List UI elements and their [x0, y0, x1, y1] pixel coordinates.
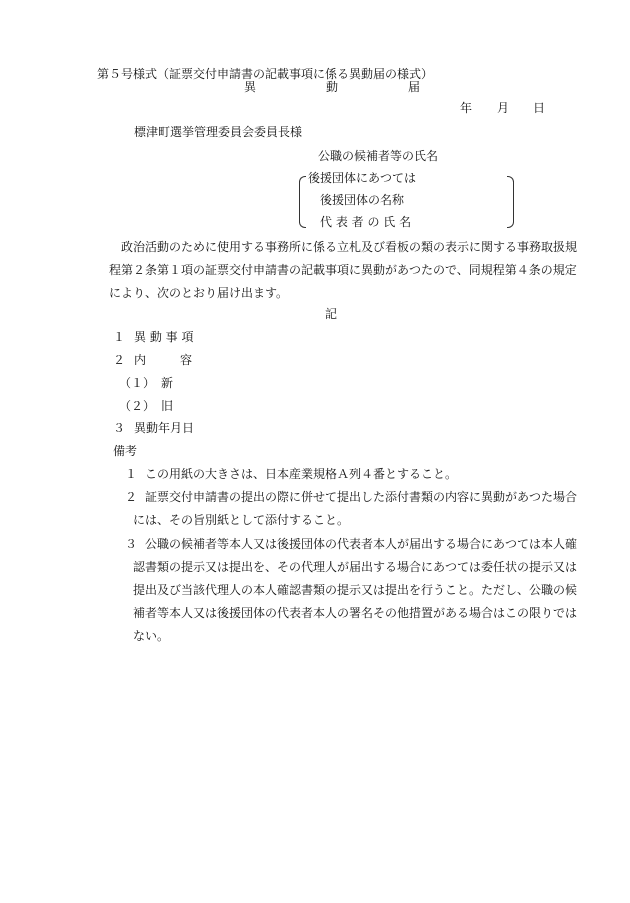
note-1-line-1: この用紙の大きさは、日本産業規格Ａ列４番とすること。	[145, 467, 458, 481]
date-day: 日	[533, 101, 546, 115]
title-char-3: 届	[408, 80, 421, 94]
item-3-number: ３	[113, 421, 126, 435]
note-2-line-2: には、その旨別紙として添付すること。	[133, 513, 350, 527]
note-3-line-5: ない。	[133, 629, 170, 643]
sub-item-new: （１） 新	[119, 376, 174, 390]
date-month: 月	[497, 101, 510, 115]
item-2-number: ２	[113, 353, 126, 367]
date-year: 年	[460, 101, 473, 115]
title-char-2: 動	[326, 80, 339, 94]
notes-heading: 備考	[113, 444, 138, 458]
representative-label: 代 表 者 の 氏 名	[320, 215, 412, 229]
addressee: 標津町選挙管理委員会委員長様	[134, 125, 303, 139]
note-2-line-1: 証票交付申請書の提出の際に併せて提出した添付書類の内容に異動があつた場合	[145, 490, 578, 504]
record-mark: 記	[325, 307, 338, 321]
body-line-3: により、次のとおり届け出ます。	[109, 286, 289, 300]
note-3-line-4: 補者等本人又は後援団体の代表者本人の署名その他措置がある場合はこの限りでは	[133, 606, 578, 620]
sub-item-old: （２） 旧	[119, 399, 174, 413]
note-3-line-1: 公職の候補者等本人又は後援団体の代表者本人が届出する場合にあつては本人確	[145, 537, 578, 551]
bracket-left	[299, 176, 306, 228]
note-3-line-2: 認書類の提示又は提出を、その代理人が届出する場合にあつては委任状の提示又は	[133, 560, 578, 574]
item-1-label: 異 動 事 項	[134, 330, 194, 344]
item-2-label-b: 容	[180, 353, 193, 367]
form-number: 第５号様式（証票交付申請書の記載事項に係る異動届の様式）	[97, 67, 434, 81]
item-2-label-a: 内	[134, 353, 147, 367]
item-3-label: 異動年月日	[134, 421, 195, 435]
note-2-number: ２	[125, 490, 138, 504]
applicant-name-label: 公職の候補者等の氏名	[318, 149, 439, 163]
body-line-2: 程第２条第１項の証票交付申請書の記載事項に異動があつたので、同規程第４条の規定	[109, 263, 577, 277]
group-intro: 後援団体にあつては	[308, 171, 417, 185]
note-3-number: ３	[125, 537, 138, 551]
group-name-label: 後援団体の名称	[320, 193, 405, 207]
note-1-number: １	[125, 467, 138, 481]
item-1-number: １	[113, 330, 126, 344]
note-3-line-3: 提出及び当該代理人の本人確認書類の提示又は提出を行うこと。ただし、公職の候	[133, 583, 578, 597]
bracket-right	[507, 176, 514, 228]
title-char-1: 異	[244, 80, 257, 94]
body-line-1: 政治活動のために使用する事務所に係る立札及び看板の類の表示に関する事務取扱規	[121, 240, 578, 254]
